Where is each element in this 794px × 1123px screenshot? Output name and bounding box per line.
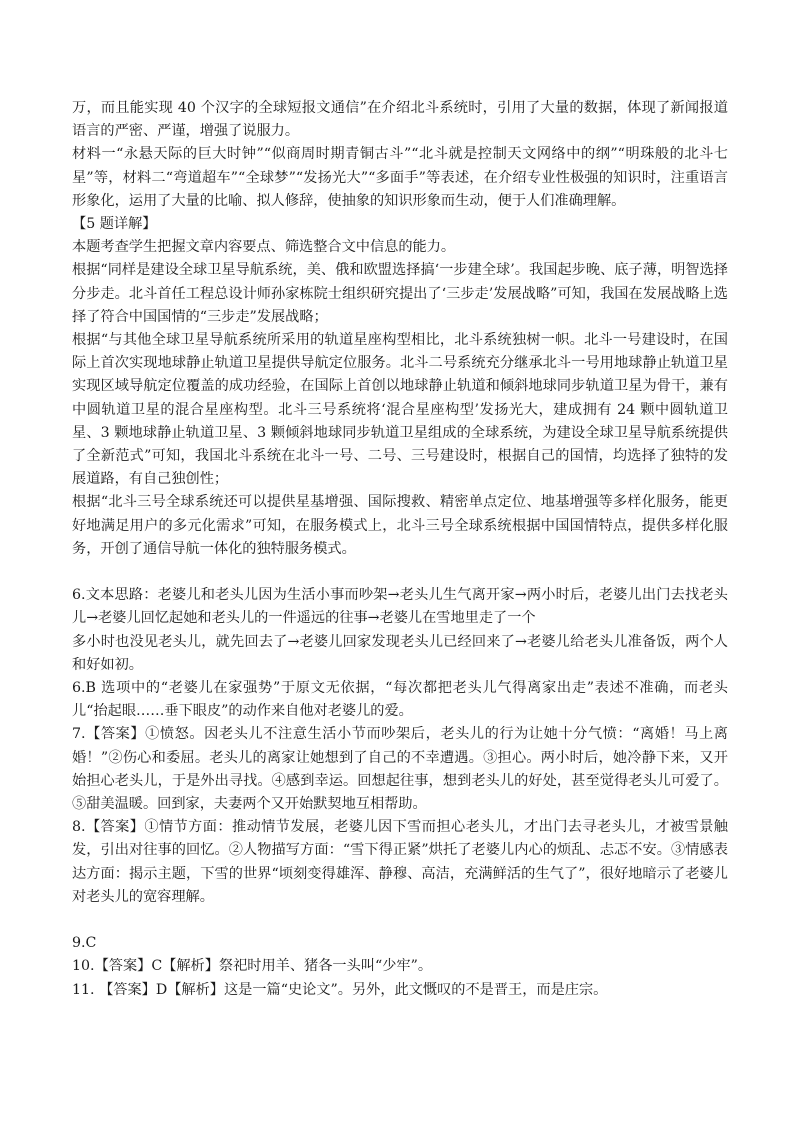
page-content — [72, 97, 728, 1002]
question-7-answer: 7.【答案】①愤怒。因老头儿不注意生活小节而吵架后，老头儿的行为让她十分气愤：“离婚！马上离婚！”②伤心和委屈。老头儿的离家让她想到了自己的不幸遭遇。③担心。两小时后，她冷静下来，又开始担心老头儿，于是外出寻找。④感到幸运。回想起往事，想到老头儿的好处，甚至觉得老头儿可爱了。⑤甜美温暖。回到家，夫妻两个又开始默契地互相帮助。 — [72, 726, 728, 813]
question-5-point-strategy: 根据“同样是建设全球卫星导航系统，美、俄和欧盟选择搞‘一步建全球’。我国起步晚、底子薄，明智选择分步走。北斗首任工程总设计师孙家栋院士组织研究提出了‘三步走’发展战略”可知，我国在发展战略上选择了符合中国国情的“三步走”发展战略； — [72, 262, 728, 325]
question-6-answer: 6.B 选项中的“老婆儿在家强势”于原文无依据，“每次都把老头儿气得离家出走”表述不准确，而老头儿“抬起眼……垂下眼皮”的动作来自他对老婆儿的爱。 — [72, 680, 728, 720]
spacer — [72, 909, 728, 932]
question-8-answer: 8.【答案】①情节方面：推动情节发展，老婆儿因下雪而担心老头儿，才出门去寻老头儿，才被雪景触发，引出对往事的回忆。②人物描写方面：“雪下得正紧”烘托了老婆儿内心的烦乱、忐忑不安。③情感表达方面：揭示主题，下雪的世界“顷刻变得雄浑、静穆、高洁，充满鲜活的生气了”，很好地暗示了老婆儿对老头儿的宽容理解。 — [72, 819, 728, 905]
question-5-point-constellation: 根据“与其他全球卫星导航系统所采用的轨道星座构型相比，北斗系统独树一帜。北斗一号建设时，在国际上首次实现地球静止轨道卫星提供导航定位服务。北斗二号系统充分继承北斗一号用地球静止轨道卫星实现区域导航定位覆盖的成功经验，在国际上首创以地球静止轨道和倾斜地球同步轨道卫星为骨干，兼有中圆轨道卫星的混合星座构型。北斗三号系统将‘混合星座构型’发扬光大，建成拥有 24 颗中圆轨道卫星、3 颗地球静止轨道卫星、3 颗倾斜地球同步轨道卫星组成的全球系统，为建设全球卫星导航系统提供了全新范式”可知，我国北斗系统在北斗一号、二号、三号建设时，根据自己的国情，均选择了独特的发展道路，有自己独创性； — [72, 332, 728, 488]
spacer — [72, 561, 728, 584]
question-9-answer: 9.C — [72, 935, 97, 952]
question-6-text-outline: 6.文本思路：老婆儿和老头儿因为生活小事而吵架→老头儿生气离开家→两小时后，老婆儿出门去找老头儿→老婆儿回忆起她和老头儿的一件遥远的往事→老婆儿在雪地里走了一个 — [72, 587, 728, 627]
paragraph-material-figurative: 材料一“永悬天际的巨大时钟”“似商周时期青铜古斗”“北斗就是控制天文网络中的纲”“明珠般的北斗七星”等，材料二“弯道超车”“全球梦”“发扬光大”“多面手”等表述，在介绍专业性极强的知识时，注重语言形象化，运用了大量的比喻、拟人修辞，使抽象的知识形象而生动，便于人们准确理解。 — [72, 146, 728, 209]
question-5-intro: 本题考查学生把握文章内容要点、筛选整合文中信息的能力。 — [72, 239, 456, 256]
question-5-heading: 【5 题详解】 — [72, 216, 157, 233]
question-11-answer: 11. 【答案】D【解析】这是一篇“史论文”。另外，此文慨叹的不是晋王，而是庄宗。 — [72, 981, 608, 998]
question-6-text-outline-cont: 多小时也没见老头儿，就先回去了→老婆儿回家发现老头儿已经回来了→老婆儿给老头儿准备饭，两个人和好如初。 — [72, 633, 728, 673]
question-10-answer: 10.【答案】C【解析】祭祀时用羊、猪各一头叫“少牢”。 — [72, 958, 433, 975]
question-5-point-service: 根据“北斗三号全球系统还可以提供星基增强、国际搜救、精密单点定位、地基增强等多样化服务，能更好地满足用户的多元化需求”可知，在服务模式上，北斗三号全球系统根据中国国情特点，提供多样化服务，开创了通信导航一体化的独特服务模式。 — [72, 494, 728, 557]
paragraph-news-language: 万，而且能实现 40 个汉字的全球短报文通信”在介绍北斗系统时，引用了大量的数据，体现了新闻报道语言的严密、严谨，增强了说服力。 — [72, 100, 728, 140]
